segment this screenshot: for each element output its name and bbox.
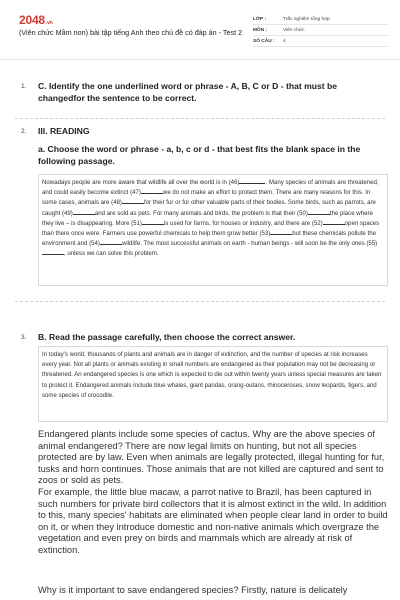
meta-row-class xyxy=(253,14,388,25)
blank-52[interactable] xyxy=(323,219,345,225)
document-title: (Viên chức Mầm non) bài tập tiếng Anh theo chủ đề có đáp án - Test 2 xyxy=(19,28,243,37)
meta-key: SỐ CÂU : xyxy=(253,38,275,44)
blank-54[interactable] xyxy=(100,239,122,245)
blank-50[interactable] xyxy=(308,209,330,215)
meta-value: Viên chức xyxy=(283,27,305,33)
cloze-passage: Nowadays people are more aware that wildlife all over the world is in (46) . Many species of animals are threatened, and could easily become extinct (47) we do not make an effort to protect them. There are many reasons for this. In some cases, animals are (48) for their fur or for other valuable parts of their bodies. Some birds, such as parrots, are caught (49) and are sold as pets. For many animals and birds, the problem is that their (50) the place where they live – is disappearing. More (51) is used for farms, for houses or industry, and there are (52) open spaces than there once were. Farmers use powerful chemicals to help them grow better (53) but these chemicals pollute the environment and (54) wildlife. The most successful animals on earth - human beings - will soon be the only ones (55), unless we can solve this problem. xyxy=(42,179,380,258)
reading-passage-box xyxy=(38,174,388,286)
meta-key: LỚP : xyxy=(253,16,267,22)
question-1-text: C. Identify the one underlined word or phrase - A, B, C or D - that must be changedfor the sentence to be correct. xyxy=(38,81,338,103)
blank-49[interactable] xyxy=(73,209,95,215)
meta-value: 4 xyxy=(283,38,286,44)
meta-row-subject xyxy=(253,25,388,36)
blank-46[interactable] xyxy=(239,178,265,184)
divider xyxy=(15,301,385,302)
intro-paragraph: In today's world, thousands of plants and animals are in danger of extinction, and the number of species at risk increases every year. Not all plants or animals existing in small numbers are endangered as their population may not be decreasing or threatened. An endangered species is one which is expected to die out within twenty years unless special measures are taken to protect it. Endangered animals include blue whales, giant pandas, orang-outans, rhinoceroses, snow leopards, tigers, and some species of crocodile. xyxy=(42,351,382,399)
document-meta xyxy=(253,14,388,47)
passage-paragraph-1: Endangered plants include some species of cactus. Why are the above species of animal endangered? There are now legal limits on hunting, but not all species protected are by law. Even when animals are legally protected, illegal hunting for fur, tusks and horn continues. Those animals that are not killed are captured and sent to zoos or sold as pets. xyxy=(38,429,385,486)
blank-48[interactable] xyxy=(122,198,144,204)
passage-paragraph-2: For example, the little blue macaw, a parrot native to Brazil, has been captured in such numbers for private bird collectors that it is almost extinct in the wild. In addition to this, many species' habitats are eliminated when people clear land in order to build on it, or when they introduce domestic and non-native animals which overgraze the vegetation and even prey on birds and mammals which are already at risk of extinction. xyxy=(38,487,388,555)
intro-passage-box xyxy=(38,346,388,422)
question-2-subheading: a. Choose the word or phrase - a, b, c or d - that best fits the blank space in the following passage. xyxy=(38,144,361,166)
question-2-heading: III. READING xyxy=(38,126,90,136)
question-3-heading: B. Read the passage carefully, then choose the correct answer. xyxy=(38,332,296,342)
question-number: 2. xyxy=(21,128,27,135)
meta-key: MÔN : xyxy=(253,27,268,33)
page-header xyxy=(0,0,400,60)
passage-paragraph-3: Why is it important to save endangered species? Firstly, nature is delicately xyxy=(38,585,348,595)
meta-row-count xyxy=(253,36,388,47)
meta-value: Trắc nghiệm tổng hợp xyxy=(283,16,330,22)
question-number: 3. xyxy=(21,334,27,341)
site-logo[interactable]: 2048.vn xyxy=(19,13,53,27)
blank-55[interactable] xyxy=(42,249,64,255)
blank-47[interactable] xyxy=(141,188,163,194)
question-number: 1. xyxy=(21,83,27,90)
blank-51[interactable] xyxy=(142,219,164,225)
blank-53[interactable] xyxy=(270,229,292,235)
divider xyxy=(15,118,385,119)
